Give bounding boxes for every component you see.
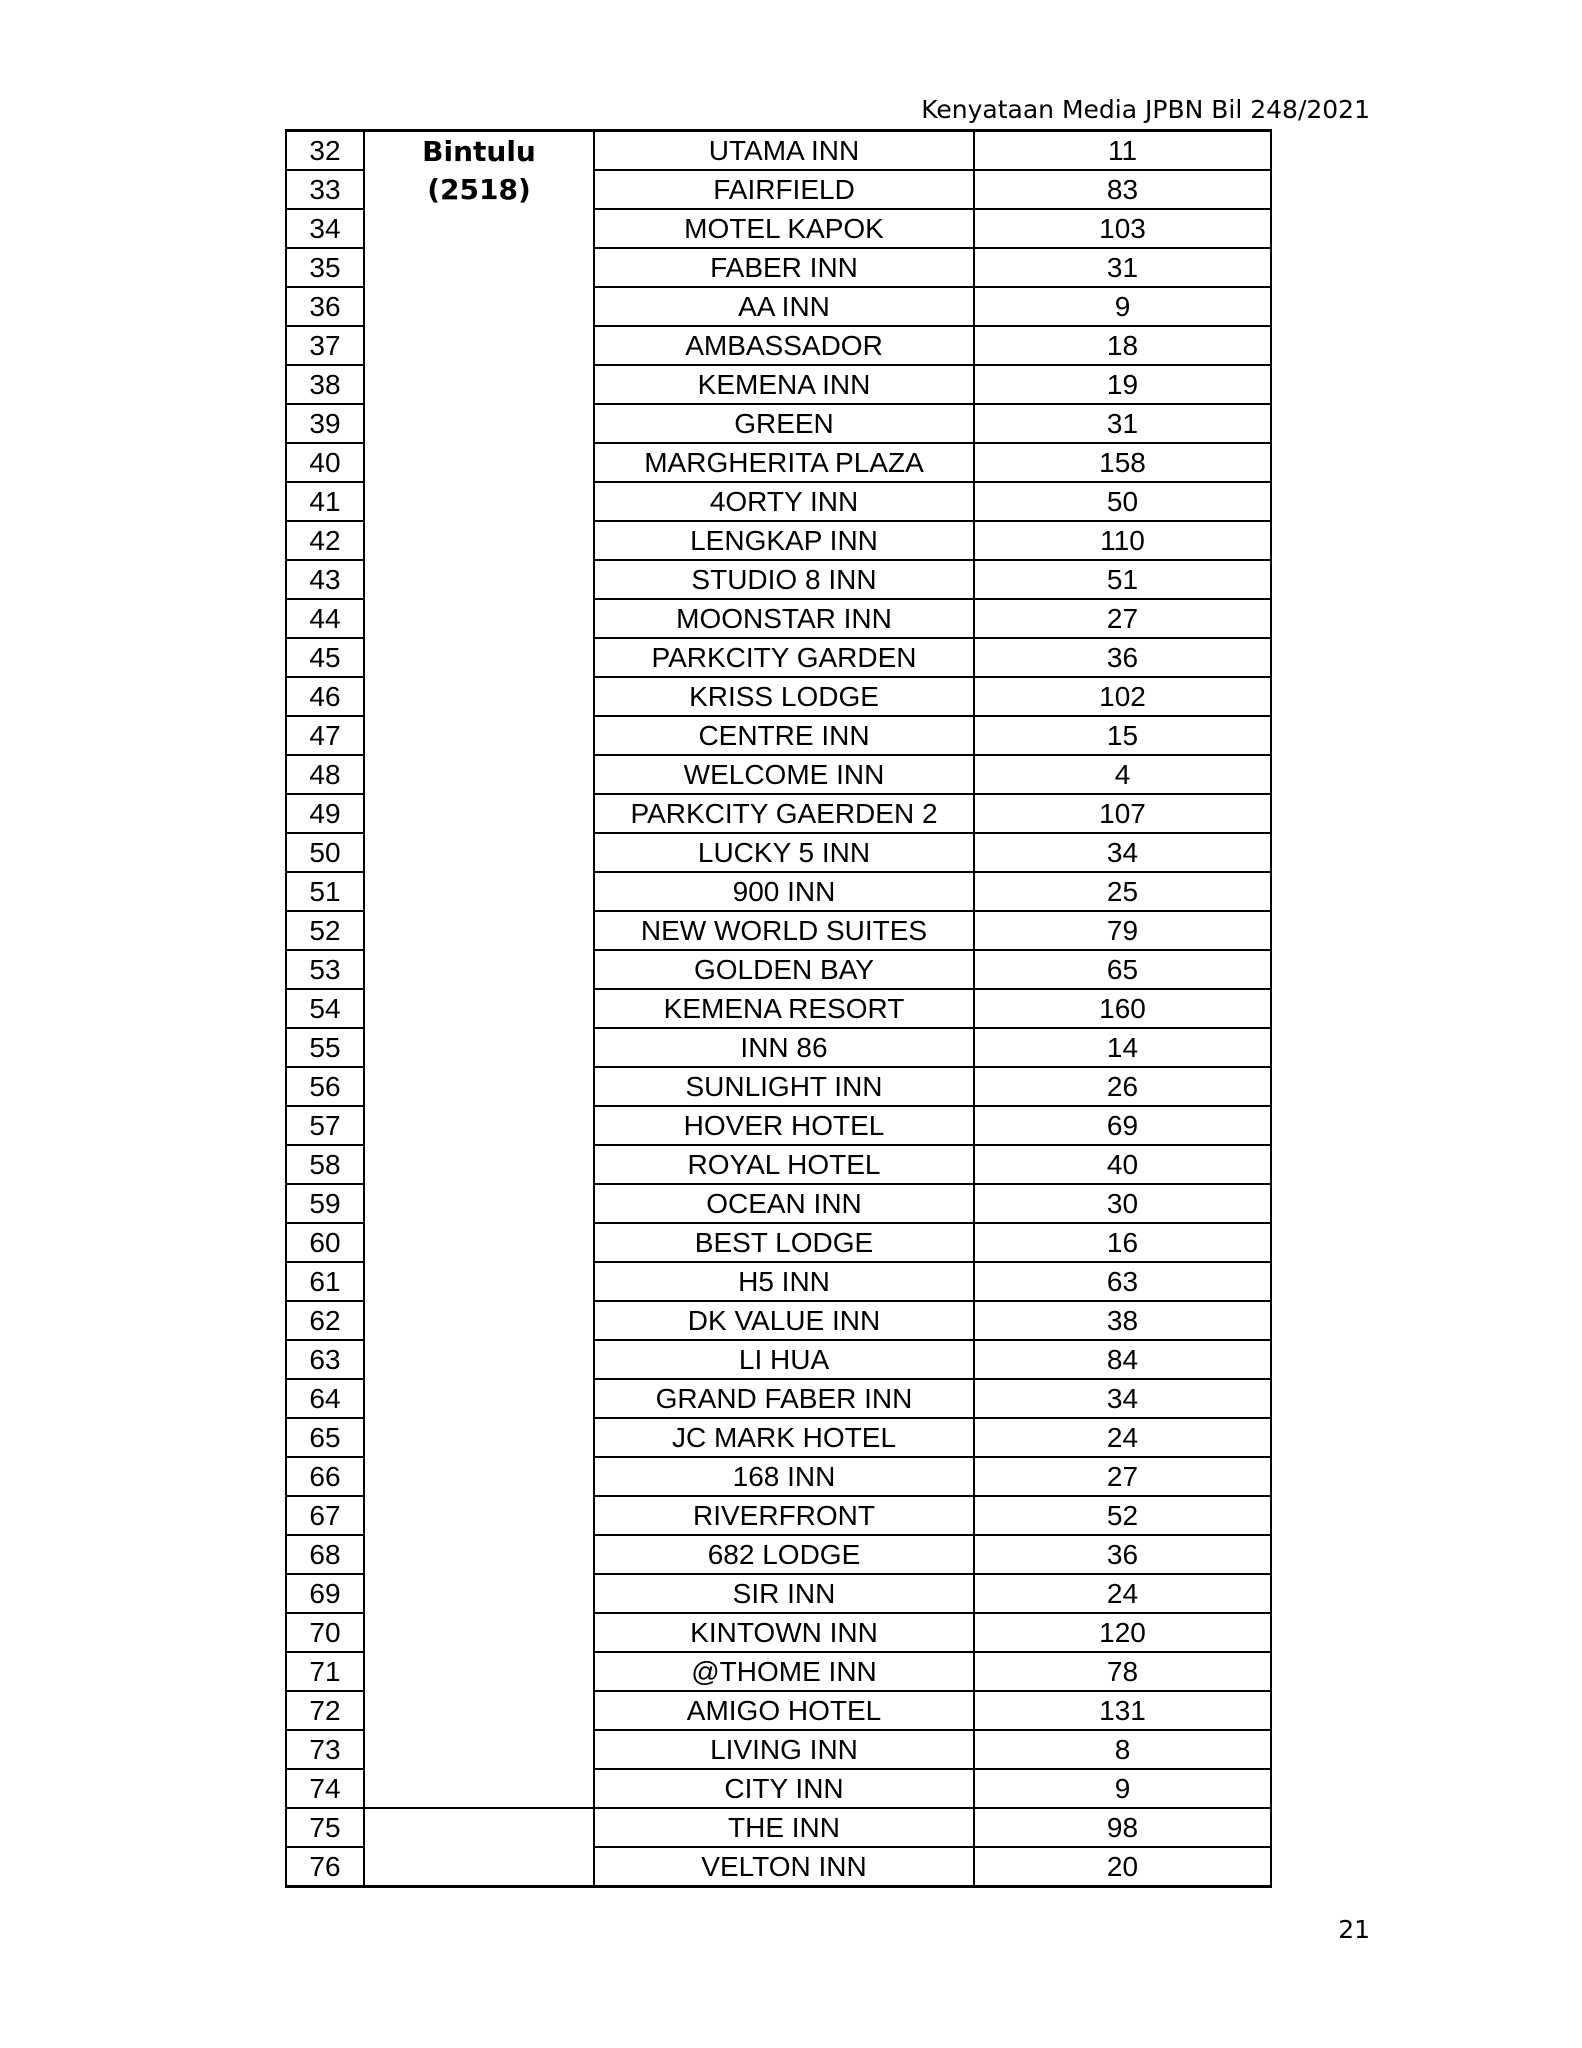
row-number: 46 (286, 677, 364, 716)
hotel-name: 682 LODGE (594, 1535, 974, 1574)
row-number: 44 (286, 599, 364, 638)
row-number: 65 (286, 1418, 364, 1457)
table-row (286, 794, 1271, 833)
division-cell (364, 755, 594, 794)
row-number: 75 (286, 1808, 364, 1847)
division-cell (364, 1067, 594, 1106)
division-cell (364, 911, 594, 950)
division-cell (364, 443, 594, 482)
table-row (286, 872, 1271, 911)
hotel-count: 27 (974, 599, 1271, 638)
hotel-count: 24 (974, 1418, 1271, 1457)
division-cell (364, 560, 594, 599)
row-number: 58 (286, 1145, 364, 1184)
division-cell (364, 677, 594, 716)
division-cell (364, 1730, 594, 1769)
division-cell (364, 1691, 594, 1730)
hotel-count: 84 (974, 1340, 1271, 1379)
hotel-name: BEST LODGE (594, 1223, 974, 1262)
hotel-name: KINTOWN INN (594, 1613, 974, 1652)
hotel-name: CITY INN (594, 1769, 974, 1808)
hotel-count: 30 (974, 1184, 1271, 1223)
hotel-name: SIR INN (594, 1574, 974, 1613)
hotel-count: 158 (974, 443, 1271, 482)
division-cell (364, 287, 594, 326)
division-cell (364, 950, 594, 989)
hotel-name: H5 INN (594, 1262, 974, 1301)
hotel-count: 20 (974, 1847, 1271, 1887)
hotel-count: 69 (974, 1106, 1271, 1145)
division-cell (364, 1340, 594, 1379)
division-cell (364, 1145, 594, 1184)
hotel-count: 36 (974, 1535, 1271, 1574)
hotel-name: INN 86 (594, 1028, 974, 1067)
table-row (286, 911, 1271, 950)
hotel-name: AA INN (594, 287, 974, 326)
table-row (286, 1106, 1271, 1145)
hotel-name: WELCOME INN (594, 755, 974, 794)
table-row (286, 638, 1271, 677)
division-cell (364, 1496, 594, 1535)
table-row (286, 1652, 1271, 1691)
table-row (286, 209, 1271, 248)
division-cell (364, 1301, 594, 1340)
division-cell (364, 1808, 594, 1847)
hotel-name: PARKCITY GARDEN (594, 638, 974, 677)
hotel-count: 38 (974, 1301, 1271, 1340)
hotel-name: THE INN (594, 1808, 974, 1847)
table-row (286, 1067, 1271, 1106)
hotel-count: 9 (974, 1769, 1271, 1808)
hotel-count: 19 (974, 365, 1271, 404)
row-number: 56 (286, 1067, 364, 1106)
table-row (286, 482, 1271, 521)
hotel-count: 8 (974, 1730, 1271, 1769)
table-row (286, 1145, 1271, 1184)
hotel-count: 51 (974, 560, 1271, 599)
table-row (286, 326, 1271, 365)
row-number: 68 (286, 1535, 364, 1574)
hotel-count: 15 (974, 716, 1271, 755)
hotel-name: UTAMA INN (594, 131, 974, 171)
row-number: 61 (286, 1262, 364, 1301)
row-number: 40 (286, 443, 364, 482)
table-row (286, 1535, 1271, 1574)
row-number: 69 (286, 1574, 364, 1613)
table-row (286, 1028, 1271, 1067)
division-cell (364, 521, 594, 560)
hotel-name: MARGHERITA PLAZA (594, 443, 974, 482)
row-number: 38 (286, 365, 364, 404)
hotel-count: 40 (974, 1145, 1271, 1184)
division-cell (364, 365, 594, 404)
table-row (286, 1847, 1271, 1887)
hotel-count: 31 (974, 404, 1271, 443)
division-cell (364, 1223, 594, 1262)
hotel-name: RIVERFRONT (594, 1496, 974, 1535)
row-number: 45 (286, 638, 364, 677)
division-cell (364, 1457, 594, 1496)
row-number: 53 (286, 950, 364, 989)
hotel-count: 16 (974, 1223, 1271, 1262)
division-cell (364, 872, 594, 911)
hotel-name: NEW WORLD SUITES (594, 911, 974, 950)
row-number: 33 (286, 170, 364, 209)
hotel-name: 4ORTY INN (594, 482, 974, 521)
row-number: 71 (286, 1652, 364, 1691)
table-row (286, 755, 1271, 794)
table-row (286, 365, 1271, 404)
division-cell (364, 1769, 594, 1808)
table-row (286, 170, 1271, 209)
table-row (286, 1496, 1271, 1535)
division-cell (364, 1379, 594, 1418)
table-row (286, 1301, 1271, 1340)
row-number: 36 (286, 287, 364, 326)
division-cell (364, 1028, 594, 1067)
table-row (286, 521, 1271, 560)
row-number: 72 (286, 1691, 364, 1730)
table-row (286, 989, 1271, 1028)
row-number: 64 (286, 1379, 364, 1418)
hotel-count: 14 (974, 1028, 1271, 1067)
hotel-name: SUNLIGHT INN (594, 1067, 974, 1106)
table-row (286, 1262, 1271, 1301)
hotel-count: 120 (974, 1613, 1271, 1652)
table-row (286, 1457, 1271, 1496)
table-row (286, 1691, 1271, 1730)
division-cell (364, 482, 594, 521)
hotel-name: HOVER HOTEL (594, 1106, 974, 1145)
row-number: 51 (286, 872, 364, 911)
hotel-count: 36 (974, 638, 1271, 677)
hotel-name: CENTRE INN (594, 716, 974, 755)
document-reference: Kenyataan Media JPBN Bil 248/2021 (921, 95, 1370, 124)
hotel-count: 27 (974, 1457, 1271, 1496)
division-name: Bintulu (364, 131, 594, 171)
division-cell (364, 1652, 594, 1691)
hotel-count: 110 (974, 521, 1271, 560)
table-row (286, 677, 1271, 716)
hotel-count: 79 (974, 911, 1271, 950)
row-number: 50 (286, 833, 364, 872)
table-row (286, 248, 1271, 287)
division-cell (364, 1847, 594, 1887)
row-number: 76 (286, 1847, 364, 1887)
hotel-name: LUCKY 5 INN (594, 833, 974, 872)
row-number: 62 (286, 1301, 364, 1340)
hotel-name: AMIGO HOTEL (594, 1691, 974, 1730)
row-number: 60 (286, 1223, 364, 1262)
row-number: 39 (286, 404, 364, 443)
hotel-count: 18 (974, 326, 1271, 365)
hotel-name: 168 INN (594, 1457, 974, 1496)
table-row (286, 950, 1271, 989)
row-number: 47 (286, 716, 364, 755)
hotel-name: @THOME INN (594, 1652, 974, 1691)
row-number: 34 (286, 209, 364, 248)
row-number: 54 (286, 989, 364, 1028)
hotel-name: GRAND FABER INN (594, 1379, 974, 1418)
row-number: 59 (286, 1184, 364, 1223)
hotel-name: GOLDEN BAY (594, 950, 974, 989)
hotel-count: 98 (974, 1808, 1271, 1847)
division-cell (364, 1574, 594, 1613)
hotel-name: VELTON INN (594, 1847, 974, 1887)
hotel-count: 25 (974, 872, 1271, 911)
table-row (286, 1184, 1271, 1223)
hotel-name: JC MARK HOTEL (594, 1418, 974, 1457)
row-number: 43 (286, 560, 364, 599)
row-number: 35 (286, 248, 364, 287)
hotel-name: MOTEL KAPOK (594, 209, 974, 248)
hotel-name: GREEN (594, 404, 974, 443)
table-row (286, 443, 1271, 482)
hotel-table (285, 129, 1272, 1888)
hotel-count: 31 (974, 248, 1271, 287)
row-number: 67 (286, 1496, 364, 1535)
table-row (286, 1613, 1271, 1652)
row-number: 37 (286, 326, 364, 365)
hotel-name: PARKCITY GAERDEN 2 (594, 794, 974, 833)
row-number: 49 (286, 794, 364, 833)
hotel-table-body (286, 131, 1271, 1887)
division-cell (364, 599, 594, 638)
division-cell (364, 833, 594, 872)
hotel-count: 65 (974, 950, 1271, 989)
table-row (286, 1223, 1271, 1262)
division-cell (364, 1184, 594, 1223)
row-number: 42 (286, 521, 364, 560)
division-cell (364, 1106, 594, 1145)
hotel-count: 50 (974, 482, 1271, 521)
row-number: 70 (286, 1613, 364, 1652)
table-row (286, 716, 1271, 755)
hotel-count: 160 (974, 989, 1271, 1028)
division-cell (364, 209, 594, 248)
division-cell (364, 638, 594, 677)
row-number: 52 (286, 911, 364, 950)
hotel-count: 103 (974, 209, 1271, 248)
hotel-name: ROYAL HOTEL (594, 1145, 974, 1184)
table-row (286, 1379, 1271, 1418)
table-row (286, 560, 1271, 599)
row-number: 73 (286, 1730, 364, 1769)
hotel-count: 78 (974, 1652, 1271, 1691)
table-row (286, 1418, 1271, 1457)
hotel-count: 131 (974, 1691, 1271, 1730)
hotel-count: 102 (974, 677, 1271, 716)
table-row (286, 404, 1271, 443)
row-number: 66 (286, 1457, 364, 1496)
page-number: 21 (1338, 1915, 1370, 1944)
hotel-count: 11 (974, 131, 1271, 171)
division-cell (364, 1262, 594, 1301)
hotel-count: 9 (974, 287, 1271, 326)
division-cell (364, 1613, 594, 1652)
division-cell (364, 716, 594, 755)
row-number: 48 (286, 755, 364, 794)
table-row (286, 1340, 1271, 1379)
hotel-count: 4 (974, 755, 1271, 794)
hotel-name: 900 INN (594, 872, 974, 911)
hotel-name: KEMENA RESORT (594, 989, 974, 1028)
hotel-name: AMBASSADOR (594, 326, 974, 365)
row-number: 74 (286, 1769, 364, 1808)
hotel-count: 83 (974, 170, 1271, 209)
hotel-count: 107 (974, 794, 1271, 833)
division-cell (364, 989, 594, 1028)
division-cell (364, 1535, 594, 1574)
hotel-name: OCEAN INN (594, 1184, 974, 1223)
division-cell (364, 326, 594, 365)
hotel-name: FAIRFIELD (594, 170, 974, 209)
hotel-count: 52 (974, 1496, 1271, 1535)
table-row (286, 1574, 1271, 1613)
hotel-name: STUDIO 8 INN (594, 560, 974, 599)
division-cell (364, 794, 594, 833)
hotel-count: 24 (974, 1574, 1271, 1613)
hotel-name: LENGKAP INN (594, 521, 974, 560)
row-number: 57 (286, 1106, 364, 1145)
hotel-name: FABER INN (594, 248, 974, 287)
hotel-count: 34 (974, 833, 1271, 872)
hotel-name: LIVING INN (594, 1730, 974, 1769)
hotel-name: LI HUA (594, 1340, 974, 1379)
table-row (286, 833, 1271, 872)
hotel-name: KRISS LODGE (594, 677, 974, 716)
division-cell (364, 1418, 594, 1457)
table-row (286, 287, 1271, 326)
hotel-name: MOONSTAR INN (594, 599, 974, 638)
division-cell (364, 404, 594, 443)
division-count: (2518) (364, 170, 594, 209)
hotel-count: 63 (974, 1262, 1271, 1301)
row-number: 55 (286, 1028, 364, 1067)
row-number: 41 (286, 482, 364, 521)
hotel-name: KEMENA INN (594, 365, 974, 404)
hotel-count: 34 (974, 1379, 1271, 1418)
table-row (286, 599, 1271, 638)
row-number: 63 (286, 1340, 364, 1379)
division-cell (364, 248, 594, 287)
table-row (286, 1808, 1271, 1847)
table-row (286, 1730, 1271, 1769)
table-row (286, 1769, 1271, 1808)
hotel-name: DK VALUE INN (594, 1301, 974, 1340)
table-row (286, 131, 1271, 171)
hotel-count: 26 (974, 1067, 1271, 1106)
row-number: 32 (286, 131, 364, 171)
